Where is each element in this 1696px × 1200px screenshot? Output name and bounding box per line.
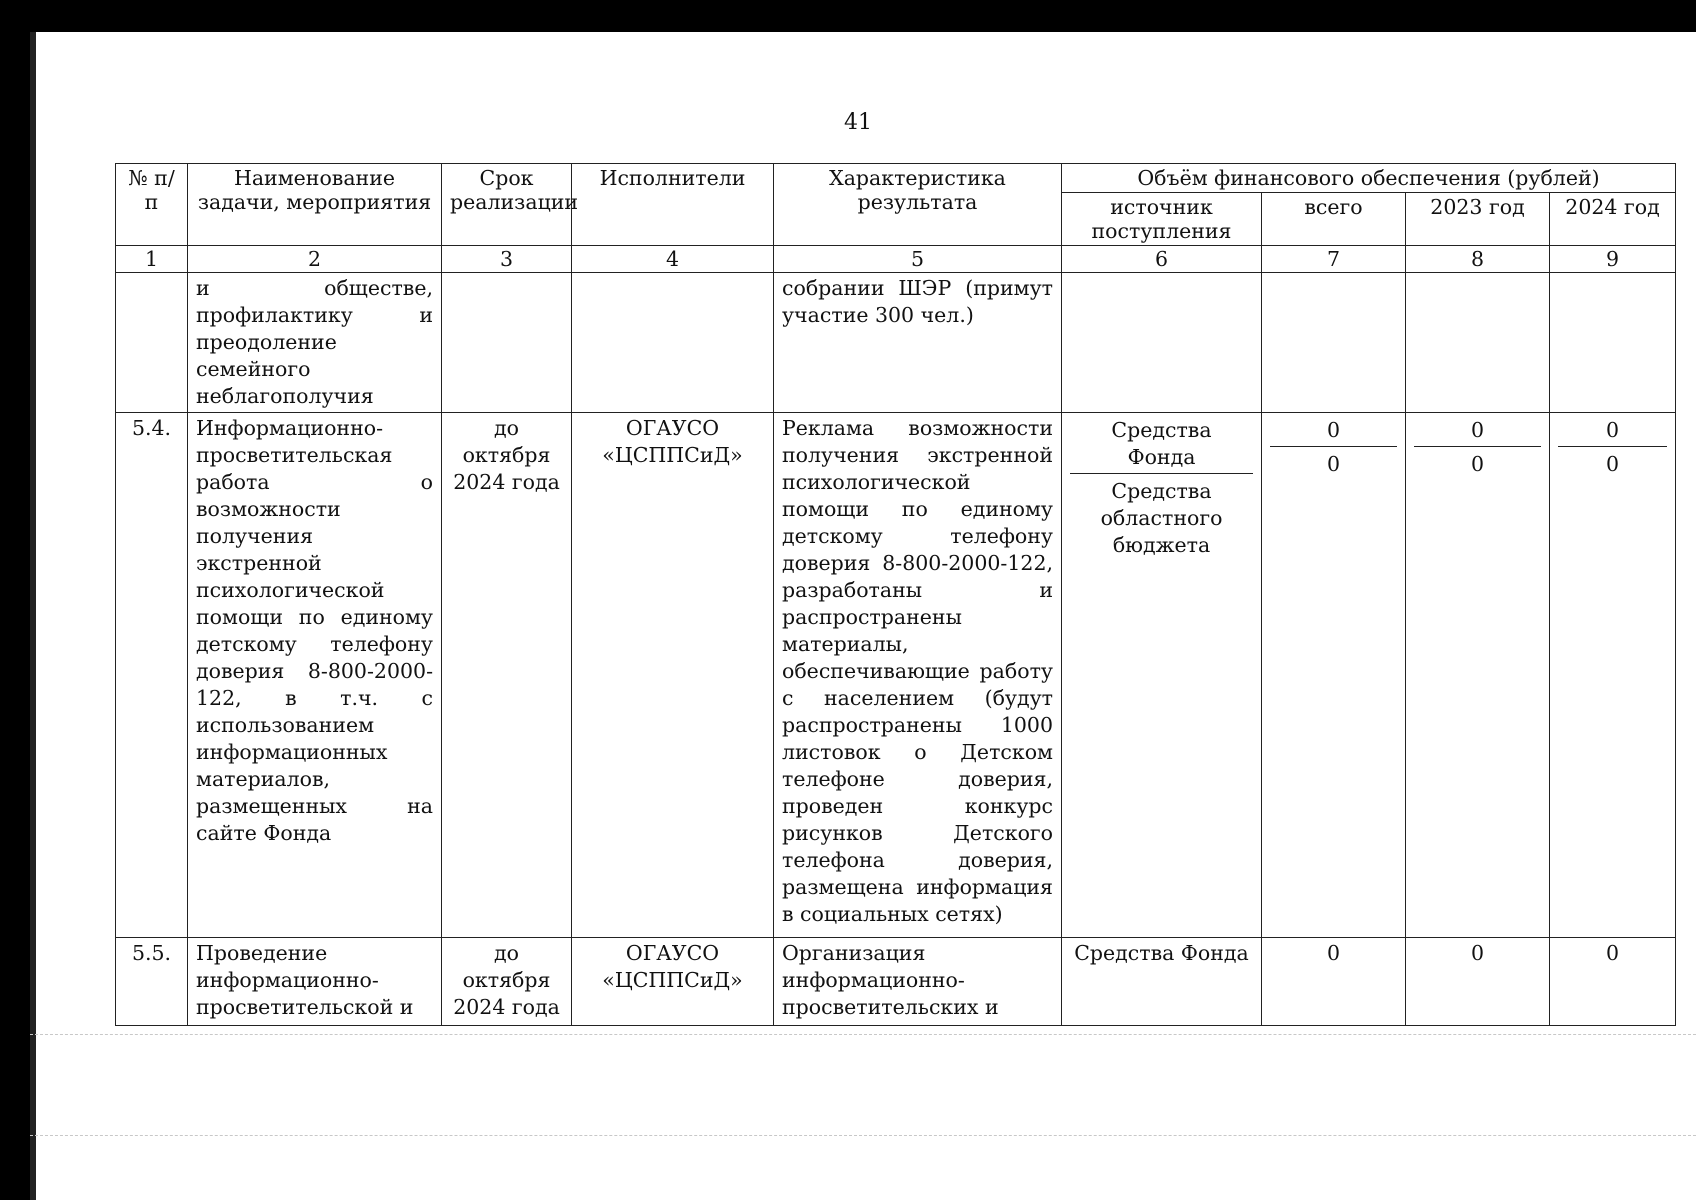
scan-border-left — [0, 0, 30, 1200]
funding-source: Средства Фонда — [1070, 415, 1253, 474]
column-number: 9 — [1550, 246, 1676, 273]
column-number: 6 — [1062, 246, 1262, 273]
header-2023: 2023 год — [1406, 193, 1550, 246]
funding-2023: 0 — [1406, 938, 1550, 1026]
table-row — [116, 413, 1676, 938]
row-result: Реклама возможности получения экстренной психологической помощи по единому детскому телефону доверия 8-800-2000-122, разработаны и распространены материалы, обеспечивающие работу с населением (будут распространены 1000 листовок о Детском телефоне доверия, проведен конкурс рисунков Детского телефона доверия, размещена информация в социальных сетях) — [774, 413, 1062, 938]
row-task-name: Информационно-просветительская работа о возможности получения экстренной психологической помощи по единому детскому телефону доверия 8-800-2000-122, в т.ч. с использованием информационных материалов, размещенных на сайте Фонда — [188, 413, 442, 938]
row-executors — [572, 273, 774, 413]
header-row-1 — [116, 164, 1676, 193]
column-numbers-row — [116, 246, 1676, 273]
row-2024 — [1550, 413, 1676, 938]
funding-total: 0 — [1262, 938, 1406, 1026]
row-term — [442, 273, 572, 413]
funding-source: Средства Фонда — [1062, 938, 1262, 1026]
funding-2024: 0 — [1550, 938, 1676, 1026]
scan-artifact-line — [30, 1034, 1696, 1035]
row-total — [1262, 413, 1406, 938]
column-number: 2 — [188, 246, 442, 273]
plan-table — [115, 163, 1676, 1026]
funding-total: 0 — [1326, 452, 1341, 476]
row-result: Организация информационно-просветительских и — [774, 938, 1062, 1026]
row-source — [1062, 413, 1262, 938]
funding-2023: 0 — [1414, 415, 1541, 447]
table-row — [116, 938, 1676, 1026]
column-number: 1 — [116, 246, 188, 273]
row-number: 5.4. — [116, 413, 188, 938]
row-term: до октября 2024 года — [442, 413, 572, 938]
scan-border-shadow — [30, 32, 36, 1200]
column-number: 7 — [1262, 246, 1406, 273]
row-total-empty — [1262, 273, 1406, 413]
scan-artifact-line — [30, 1135, 1696, 1136]
header-no: № п/п — [116, 164, 188, 246]
row-2024-empty — [1550, 273, 1676, 413]
header-term: Срок реализации — [442, 164, 572, 246]
row-number — [116, 273, 188, 413]
funding-source: Средства областного бюджета — [1100, 479, 1223, 557]
funding-2023: 0 — [1470, 452, 1485, 476]
scan-border-top — [0, 0, 1696, 32]
header-executors: Исполнители — [572, 164, 774, 246]
funding-2024: 0 — [1605, 452, 1620, 476]
row-task-name: и обществе, профилактику и преодоление семейного неблагополучия — [188, 273, 442, 413]
row-executors: ОГАУСО «ЦСППСиД» — [572, 413, 774, 938]
row-result: собрании ШЭР (примут участие 300 чел.) — [774, 273, 1062, 413]
row-2023 — [1406, 413, 1550, 938]
funding-2024: 0 — [1558, 415, 1667, 447]
page-number: 41 — [844, 110, 872, 135]
header-2024: 2024 год — [1550, 193, 1676, 246]
table-row — [116, 273, 1676, 413]
column-number: 3 — [442, 246, 572, 273]
funding-total: 0 — [1270, 415, 1397, 447]
row-executors: ОГАУСО «ЦСППСиД» — [572, 938, 774, 1026]
header-name: Наименование задачи, мероприятия — [188, 164, 442, 246]
header-finance-group: Объём финансового обеспечения (рублей) — [1062, 164, 1676, 193]
header-source: источник поступления — [1062, 193, 1262, 246]
row-2023-empty — [1406, 273, 1550, 413]
header-result: Характеристика результата — [774, 164, 1062, 246]
header-total: всего — [1262, 193, 1406, 246]
row-number: 5.5. — [116, 938, 188, 1026]
row-term: до октября 2024 года — [442, 938, 572, 1026]
row-source-empty — [1062, 273, 1262, 413]
row-task-name: Проведение информационно-просветительской и — [188, 938, 442, 1026]
column-number: 5 — [774, 246, 1062, 273]
column-number: 8 — [1406, 246, 1550, 273]
column-number: 4 — [572, 246, 774, 273]
